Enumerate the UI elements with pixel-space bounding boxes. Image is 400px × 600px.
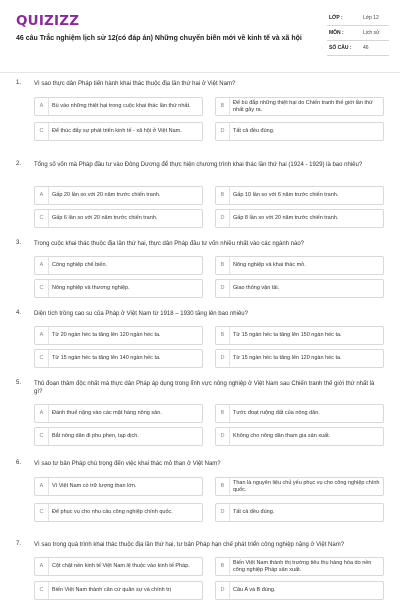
option-text: Tất cả đều đúng.: [233, 509, 275, 516]
option-a[interactable]: [34, 404, 203, 423]
worksheet-meta: [327, 11, 389, 56]
meta-value: 46: [363, 45, 369, 51]
question-number: 5.: [16, 380, 22, 386]
option-b[interactable]: [215, 404, 384, 423]
option-letter: C: [35, 504, 49, 521]
option-d[interactable]: [215, 209, 384, 228]
question-text: Thủ đoạn thâm độc nhất mà thực dân Pháp áp dụng trong lĩnh vực nông nghiệp ở Việt Nam sau Chiến tranh thế giới thứ nhất là gì?: [34, 381, 375, 395]
option-letter: C: [35, 428, 49, 445]
question-number: 4.: [16, 310, 22, 316]
option-d[interactable]: [215, 122, 384, 141]
option-d[interactable]: [215, 503, 384, 522]
option-letter: A: [35, 98, 49, 115]
option-text: Tất cả đều đúng.: [233, 128, 275, 135]
option-letter: C: [35, 582, 49, 599]
meta-key: SỐ CÂU :: [329, 45, 352, 51]
option-letter: B: [216, 327, 230, 344]
option-letter: C: [35, 280, 49, 297]
option-d[interactable]: [215, 581, 384, 600]
quizizz-logo: QUIZIZZ: [16, 13, 80, 29]
option-text: Để phục vụ cho nhu cầu công nghiệp chính quốc.: [52, 509, 173, 516]
meta-value: Lớp 12: [363, 15, 379, 21]
option-a[interactable]: [34, 557, 203, 576]
option-text: Vì Việt Nam có trữ lượng than lớn.: [52, 483, 137, 490]
option-b[interactable]: [215, 326, 384, 345]
option-letter: A: [35, 405, 49, 422]
question-number: 2.: [16, 161, 22, 167]
option-letter: D: [216, 428, 230, 445]
option-text: Gấp 10 lần so với 6 năm trước chiến tranh.: [233, 192, 339, 199]
option-letter: D: [216, 210, 230, 227]
option-text: Để bù đắp những thiệt hại do Chiến tranh thế giới lần thứ nhất gây ra.: [233, 100, 373, 113]
option-text: Giao thông vận tải.: [233, 285, 280, 292]
option-letter: C: [35, 123, 49, 140]
option-text: Từ 15 ngàn héc ta tăng lên 140 ngàn héc ta.: [52, 355, 161, 362]
option-b[interactable]: [215, 186, 384, 205]
option-letter: B: [216, 558, 230, 575]
option-text: Gấp 8 lần so với 20 năm trước chiến tranh.: [233, 215, 339, 222]
option-letter: A: [35, 558, 49, 575]
option-letter: B: [216, 98, 230, 115]
question-number: 3.: [16, 240, 22, 246]
option-letter: D: [216, 123, 230, 140]
option-text: Công nghiệp chế biến.: [52, 262, 108, 269]
option-b[interactable]: [215, 557, 384, 576]
option-text: Bắt nông dân đi phu phen, tạp dịch.: [52, 433, 139, 440]
option-text: Cột chặt nền kinh tế Việt Nam lệ thuộc vào kinh tế Pháp.: [52, 563, 190, 570]
option-a[interactable]: [34, 256, 203, 275]
option-letter: B: [216, 478, 230, 495]
option-text: Nông nghiệp và khai thác mỏ.: [233, 262, 306, 269]
option-d[interactable]: [215, 427, 384, 446]
option-c[interactable]: [34, 209, 203, 228]
option-a[interactable]: [34, 186, 203, 205]
option-text: Từ 15 ngàn héc ta tăng lên 150 ngàn héc ta.: [233, 332, 342, 339]
option-a[interactable]: [34, 326, 203, 345]
option-a[interactable]: [34, 477, 203, 496]
meta-row-class: [327, 11, 389, 26]
option-letter: D: [216, 504, 230, 521]
option-letter: D: [216, 350, 230, 367]
option-b[interactable]: [215, 477, 384, 496]
option-text: Nông nghiệp và thương nghiệp.: [52, 285, 130, 292]
option-letter: A: [35, 257, 49, 274]
option-text: Biến Việt Nam thành thị trường tiêu thụ hàng hóa do nền công nghiệp Pháp sản xuất.: [233, 560, 372, 573]
option-letter: A: [35, 187, 49, 204]
option-c[interactable]: [34, 122, 203, 141]
option-text: Không cho nông dân tham gia sản xuất.: [233, 433, 331, 440]
option-text: Bù vào những thiệt hại trong cuộc khai thác lần thứ nhất.: [52, 103, 191, 110]
option-c[interactable]: [34, 503, 203, 522]
question-number: 7.: [16, 541, 22, 547]
option-d[interactable]: [215, 349, 384, 368]
meta-value: Lịch sử: [363, 30, 380, 36]
option-letter: B: [216, 257, 230, 274]
question-text: Vì sao tư bản Pháp chú trọng đến việc khai thác mỏ than ở Việt Nam?: [34, 461, 221, 467]
question-number: 1.: [16, 80, 22, 86]
question-text: Diện tích trồng cao su của Pháp ở Việt Nam từ 1918 – 1930 tăng lên bao nhiêu?: [34, 311, 248, 317]
option-letter: D: [216, 582, 230, 599]
option-letter: C: [35, 210, 49, 227]
worksheet-title: 46 câu Trắc nghiệm lịch sử 12(có đáp án) Những chuyển biến mới về kinh tế và xã hội: [16, 35, 302, 42]
meta-row-count: [327, 41, 389, 56]
option-text: Từ 20 ngàn héc ta tăng lên 120 ngàn héc ta.: [52, 332, 161, 339]
option-text: Gấp 20 lần so với 20 năm trước chiến tranh.: [52, 192, 161, 199]
option-letter: A: [35, 327, 49, 344]
option-text: Biến Việt Nam thành căn cứ quân sự và chính trị: [52, 587, 171, 594]
option-text: Than là nguyên liệu chủ yếu phục vụ cho công nghiệp chính quốc.: [233, 480, 380, 493]
header-divider: [0, 72, 400, 73]
option-b[interactable]: [215, 97, 384, 116]
meta-key: LỚP :: [329, 15, 343, 21]
option-text: Câu A và B đúng.: [233, 587, 276, 594]
option-text: Tước đoạt ruộng đất của nông dân.: [233, 410, 320, 417]
option-text: Từ 15 ngàn héc ta tăng lên 120 ngàn héc ta.: [233, 355, 342, 362]
option-text: Đánh thuế nặng vào các mặt hàng nông sản.: [52, 410, 162, 417]
option-letter: D: [216, 280, 230, 297]
question-text: Vì sao trong quá trình khai thác thuộc địa lần thứ hai, tư bản Pháp hạn chế phát triển công nghiệp nặng ở Việt Nam?: [34, 542, 345, 548]
option-text: Gấp 6 lần so với 20 năm trước chiến tranh.: [52, 215, 158, 222]
option-letter: A: [35, 478, 49, 495]
question-text: Trong cuộc khai thác thuộc địa lần thứ hai, thực dân Pháp đầu tư vốn nhiều nhất vào các ngành nào?: [34, 241, 305, 247]
question-text: Tổng số vốn mà Pháp đầu tư vào Đông Dương để thực hiện chương trình khai thác lần thứ hai (1924 - 1929) là bao nhiêu?: [34, 162, 363, 168]
option-c[interactable]: [34, 349, 203, 368]
option-c[interactable]: [34, 427, 203, 446]
option-c[interactable]: [34, 581, 203, 600]
option-b[interactable]: [215, 256, 384, 275]
question-number: 6.: [16, 460, 22, 466]
option-a[interactable]: [34, 97, 203, 116]
option-letter: B: [216, 405, 230, 422]
option-d[interactable]: [215, 279, 384, 298]
meta-key: MÔN :: [329, 30, 344, 36]
option-letter: C: [35, 350, 49, 367]
option-c[interactable]: [34, 279, 203, 298]
question-text: Vì sao thực dân Pháp tiến hành khai thác thuộc địa lần thứ hai ở Việt Nam?: [34, 81, 236, 87]
option-letter: B: [216, 187, 230, 204]
option-text: Để thúc đẩy sự phát triển kinh tế - xã hội ở Việt Nam.: [52, 128, 182, 135]
worksheet-header: [0, 0, 400, 70]
meta-row-subject: [327, 26, 389, 41]
